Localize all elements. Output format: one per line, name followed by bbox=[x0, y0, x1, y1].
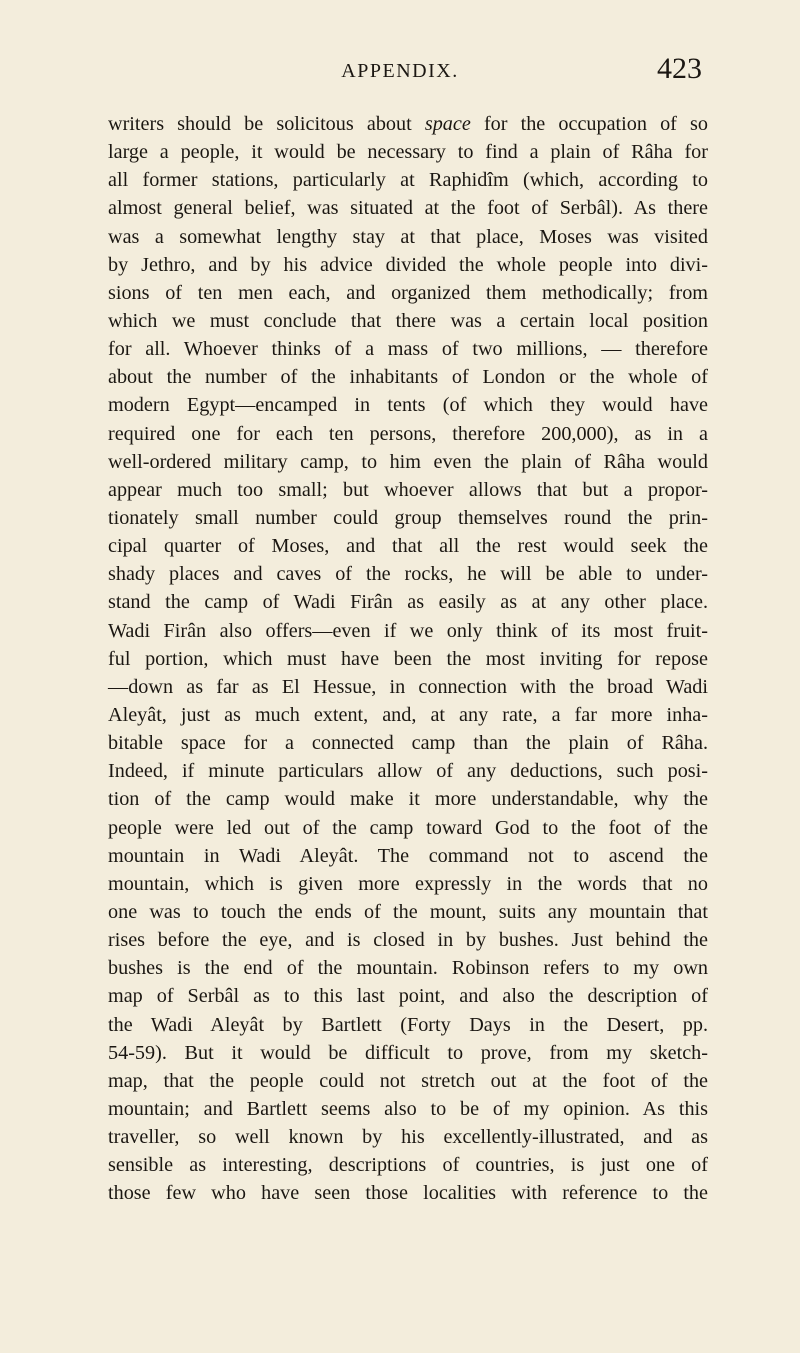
text-line: ful portion, which must have been the most inviting for repose bbox=[108, 647, 708, 670]
text-line: map, that the people could not stretch out at the foot of the bbox=[108, 1069, 708, 1092]
text-line: required one for each ten persons, therefore 200,000), as in a bbox=[108, 422, 708, 445]
text-line-1-end: for the occupation of so bbox=[470, 113, 708, 135]
text-line: Indeed, if minute particulars allow of any deductions, such posi- bbox=[108, 760, 708, 783]
text-line: 54-59). But it would be difficult to prove, from my sketch- bbox=[108, 1041, 708, 1064]
text-line: traveller, so well known by his excellently-illustrated, and as bbox=[108, 1126, 708, 1149]
text-line: map of Serbâl as to this last point, and also the description of bbox=[108, 985, 708, 1008]
running-title: APPENDIX. bbox=[341, 60, 459, 82]
text-line: Aleyât, just as much extent, and, at any rate, a far more inha- bbox=[108, 703, 708, 726]
text-line: mountain; and Bartlett seems also to be of my opinion. As this bbox=[108, 1097, 708, 1120]
text-line: tionately small number could group themselves round the prin- bbox=[108, 506, 708, 529]
running-head bbox=[0, 52, 800, 90]
text-line: sensible as interesting, descriptions of countries, is just one of bbox=[108, 1154, 708, 1177]
text-line: almost general belief, was situated at the foot of Serbâl). As there bbox=[108, 197, 708, 220]
text-line: modern Egypt—encamped in tents (of which they would have bbox=[108, 394, 708, 417]
text-line: rises before the eye, and is closed in by bushes. Just behind the bbox=[108, 929, 708, 952]
body-text bbox=[108, 110, 708, 1207]
text-line: one was to touch the ends of the mount, suits any mountain that bbox=[108, 900, 708, 923]
text-line: for all. Whoever thinks of a mass of two millions, — therefore bbox=[108, 338, 708, 361]
text-line: Wadi Firân also offers—even if we only think of its most fruit- bbox=[108, 619, 708, 642]
text-line: sions of ten men each, and organized them methodically; from bbox=[108, 281, 708, 304]
text-line: cipal quarter of Moses, and that all the rest would seek the bbox=[108, 535, 708, 558]
text-line: stand the camp of Wadi Firân as easily as at any other place. bbox=[108, 591, 708, 614]
text-line: all former stations, particularly at Raphidîm (which, according to bbox=[108, 169, 708, 192]
text-line: which we must conclude that there was a certain local position bbox=[108, 309, 708, 332]
text-line: appear much too small; but whoever allows that but a propor- bbox=[108, 478, 708, 501]
text-line: by Jethro, and by his advice divided the whole people into divi- bbox=[108, 253, 708, 276]
text-line: —down as far as El Hessue, in connection with the broad Wadi bbox=[108, 675, 708, 698]
text-line: the Wadi Aleyât by Bartlett (Forty Days in the Desert, pp. bbox=[108, 1013, 708, 1036]
text-line: bushes is the end of the mountain. Robinson refers to my own bbox=[108, 957, 708, 980]
page-number: 423 bbox=[657, 52, 702, 85]
text-line-1-start: writers should be solicitous about bbox=[108, 113, 425, 135]
emphasis-space: space bbox=[424, 113, 471, 135]
text-line: large a people, it would be necessary to find a plain of Râha for bbox=[108, 141, 708, 164]
text-line: mountain in Wadi Aleyât. The command not to ascend the bbox=[108, 844, 708, 867]
text-line: mountain, which is given more expressly in the words that no bbox=[108, 872, 708, 895]
text-line: about the number of the inhabitants of London or the whole of bbox=[108, 366, 708, 389]
text-line-1 bbox=[108, 110, 708, 138]
text-line: was a somewhat lengthy stay at that place, Moses was visited bbox=[108, 225, 708, 248]
text-line: tion of the camp would make it more understandable, why the bbox=[108, 788, 708, 811]
text-line: bitable space for a connected camp than the plain of Râha. bbox=[108, 732, 708, 755]
text-line: those few who have seen those localities with reference to the bbox=[108, 1182, 708, 1205]
text-line: people were led out of the camp toward God to the foot of the bbox=[108, 816, 708, 839]
text-line: shady places and caves of the rocks, he will be able to under- bbox=[108, 563, 708, 586]
text-line: well-ordered military camp, to him even the plain of Râha would bbox=[108, 450, 708, 473]
